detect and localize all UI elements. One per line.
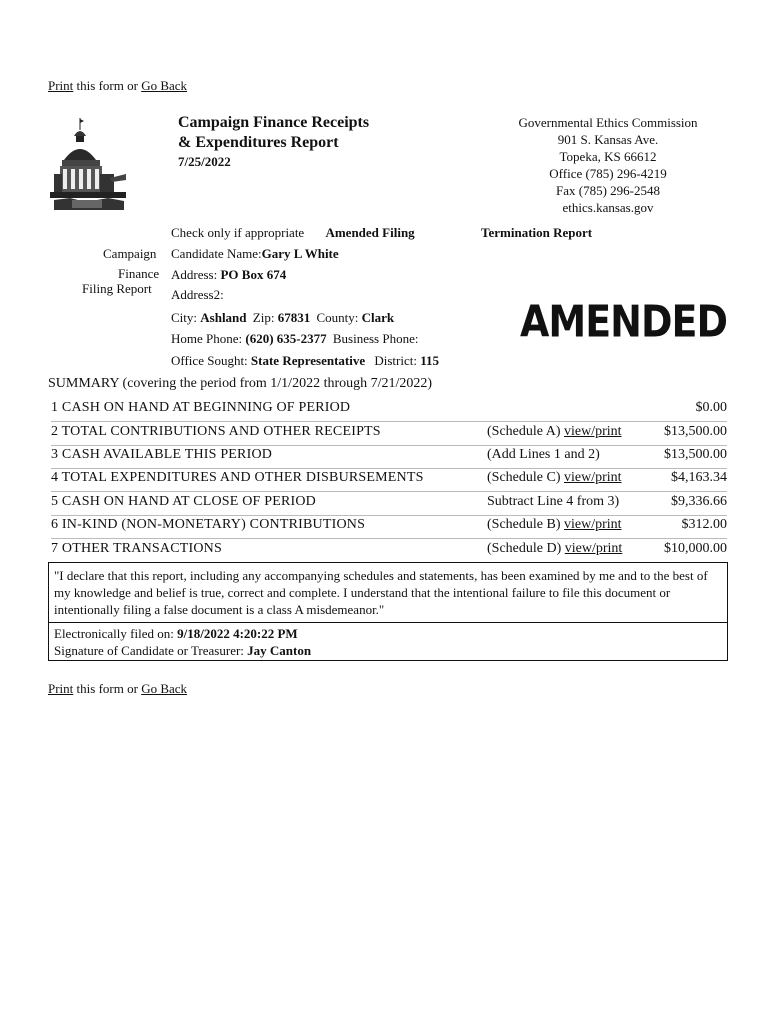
zip-label: Zip: xyxy=(252,310,278,325)
summary-heading: SUMMARY (covering the period from 1/1/2022 through 7/21/2022) xyxy=(48,376,433,391)
nav-text: this form or xyxy=(73,78,142,93)
district-value: 115 xyxy=(420,353,440,368)
summary-row-amount: $4,163.34 xyxy=(671,470,727,485)
agency-block xyxy=(476,114,740,216)
nav-text-bottom: this form or xyxy=(73,681,142,696)
office-line xyxy=(171,353,439,369)
print-link[interactable]: Print xyxy=(48,78,74,93)
summary-row-6 xyxy=(51,517,727,539)
agency-fax: Fax (785) 296-2548 xyxy=(556,183,660,198)
summary-row-4 xyxy=(51,470,727,492)
summary-row-label: 6 IN-KIND (NON-MONETARY) CONTRIBUTIONS xyxy=(51,517,366,532)
declaration-box xyxy=(48,562,728,623)
summary-row-label: 7 OTHER TRANSACTIONS xyxy=(51,541,222,556)
schedule-label: (Schedule A) xyxy=(487,424,564,439)
row-divider xyxy=(51,538,727,539)
side-label-filing-report: Filing Report xyxy=(82,281,152,296)
address-line xyxy=(171,267,286,283)
row-divider xyxy=(51,445,727,446)
signature-label: Signature of Candidate or Treasurer: xyxy=(54,643,248,658)
amended-stamp: AMENDED xyxy=(520,296,728,347)
business-phone-label: Business Phone: xyxy=(332,331,419,346)
phone-line xyxy=(171,331,418,347)
summary-row-amount: $9,336.66 xyxy=(671,494,727,509)
district-label: District: xyxy=(374,353,421,368)
print-link-bottom[interactable]: Print xyxy=(48,681,74,696)
report-title-line-2: & Expenditures Report xyxy=(178,134,339,151)
zip-value: 67831 xyxy=(277,310,311,325)
agency-city: Topeka, KS 66612 xyxy=(559,149,657,164)
agency-website: ethics.kansas.gov xyxy=(562,200,654,215)
county-value: Clark xyxy=(361,310,395,325)
address2-label: Address2: xyxy=(171,287,224,302)
summary-row-amount: $10,000.00 xyxy=(664,541,727,556)
summary-row-label: 5 CASH ON HAND AT CLOSE OF PERIOD xyxy=(51,494,316,509)
schedule-a-view-print-link[interactable]: view/print xyxy=(563,424,622,439)
summary-row-amount: $0.00 xyxy=(695,400,727,415)
row-divider xyxy=(51,491,727,492)
row-divider xyxy=(51,515,727,516)
summary-row-amount: $13,500.00 xyxy=(664,424,727,439)
go-back-link-bottom[interactable]: Go Back xyxy=(141,681,188,696)
summary-row-amount: $312.00 xyxy=(681,517,727,532)
top-nav xyxy=(48,78,187,94)
office-sought-value: State Representative xyxy=(250,353,366,368)
summary-row-label: 4 TOTAL EXPENDITURES AND OTHER DISBURSEMENTS xyxy=(51,470,424,485)
city-line xyxy=(171,310,394,326)
schedule-label: Subtract Line 4 from 3) xyxy=(487,494,620,509)
agency-office-phone: Office (785) 296-4219 xyxy=(549,166,667,181)
signature-value: Jay Canton xyxy=(247,643,312,658)
schedule-b-view-print-link[interactable]: view/print xyxy=(563,517,622,532)
candidate-name-label: Candidate Name: xyxy=(171,246,262,261)
filed-on-label: Electronically filed on: xyxy=(54,626,178,641)
filed-on-value: 9/18/2022 4:20:22 PM xyxy=(177,626,298,641)
schedule-label: (Schedule D) xyxy=(487,541,565,556)
summary-row-2 xyxy=(51,424,727,446)
candidate-name-value: Gary L White xyxy=(261,246,339,261)
schedule-d-view-print-link[interactable]: view/print xyxy=(564,541,623,556)
county-label: County: xyxy=(316,310,362,325)
agency-name: Governmental Ethics Commission xyxy=(518,115,698,130)
filed-on-line xyxy=(54,625,722,642)
office-sought-label: Office Sought: xyxy=(171,353,251,368)
bottom-nav xyxy=(48,681,187,697)
report-title xyxy=(178,113,369,153)
row-divider xyxy=(51,468,727,469)
report-title-line-1: Campaign Finance Receipts xyxy=(178,114,370,131)
go-back-link[interactable]: Go Back xyxy=(141,78,188,93)
home-phone-label: Home Phone: xyxy=(171,331,246,346)
summary-row-7 xyxy=(51,541,727,563)
report-date: 7/25/2022 xyxy=(178,154,231,169)
signature-line xyxy=(54,642,722,659)
schedule-label: (Schedule B) xyxy=(487,517,564,532)
declaration-text: "I declare that this report, including any accompanying schedules and statements, has been examined by me and to the best of my knowledge and belief is true, correct and complete. I understand that the intentional failure to file this document or intentionally filing a false document is a class A misdemeanor." xyxy=(54,568,708,617)
summary-row-label: 2 TOTAL CONTRIBUTIONS AND OTHER RECEIPTS xyxy=(51,424,381,439)
address-label: Address: xyxy=(171,267,221,282)
candidate-name xyxy=(171,246,339,262)
side-label-finance: Finance xyxy=(118,266,160,281)
summary-row-amount: $13,500.00 xyxy=(664,447,727,462)
check-text: Check only if appropriate xyxy=(171,225,305,240)
schedule-c-view-print-link[interactable]: view/print xyxy=(563,470,622,485)
home-phone-value: (620) 635-2377 xyxy=(245,331,327,346)
signature-box xyxy=(48,622,728,661)
kansas-seal-icon xyxy=(50,116,130,212)
amended-filing-label: Amended Filing xyxy=(325,225,415,240)
schedule-label: (Add Lines 1 and 2) xyxy=(487,447,600,462)
city-value: Ashland xyxy=(200,310,247,325)
summary-row-3 xyxy=(51,447,727,469)
row-divider xyxy=(51,421,727,422)
agency-street: 901 S. Kansas Ave. xyxy=(557,132,659,147)
summary-row-label: 1 CASH ON HAND AT BEGINNING OF PERIOD xyxy=(51,400,351,415)
city-label: City: xyxy=(171,310,201,325)
schedule-label: (Schedule C) xyxy=(487,470,564,485)
check-line xyxy=(171,225,415,241)
summary-row-label: 3 CASH AVAILABLE THIS PERIOD xyxy=(51,447,273,462)
side-label-campaign: Campaign xyxy=(103,246,157,261)
summary-row-1 xyxy=(51,400,727,422)
termination-report-label: Termination Report xyxy=(481,225,593,240)
address-value: PO Box 674 xyxy=(220,267,287,282)
summary-row-5 xyxy=(51,494,727,516)
